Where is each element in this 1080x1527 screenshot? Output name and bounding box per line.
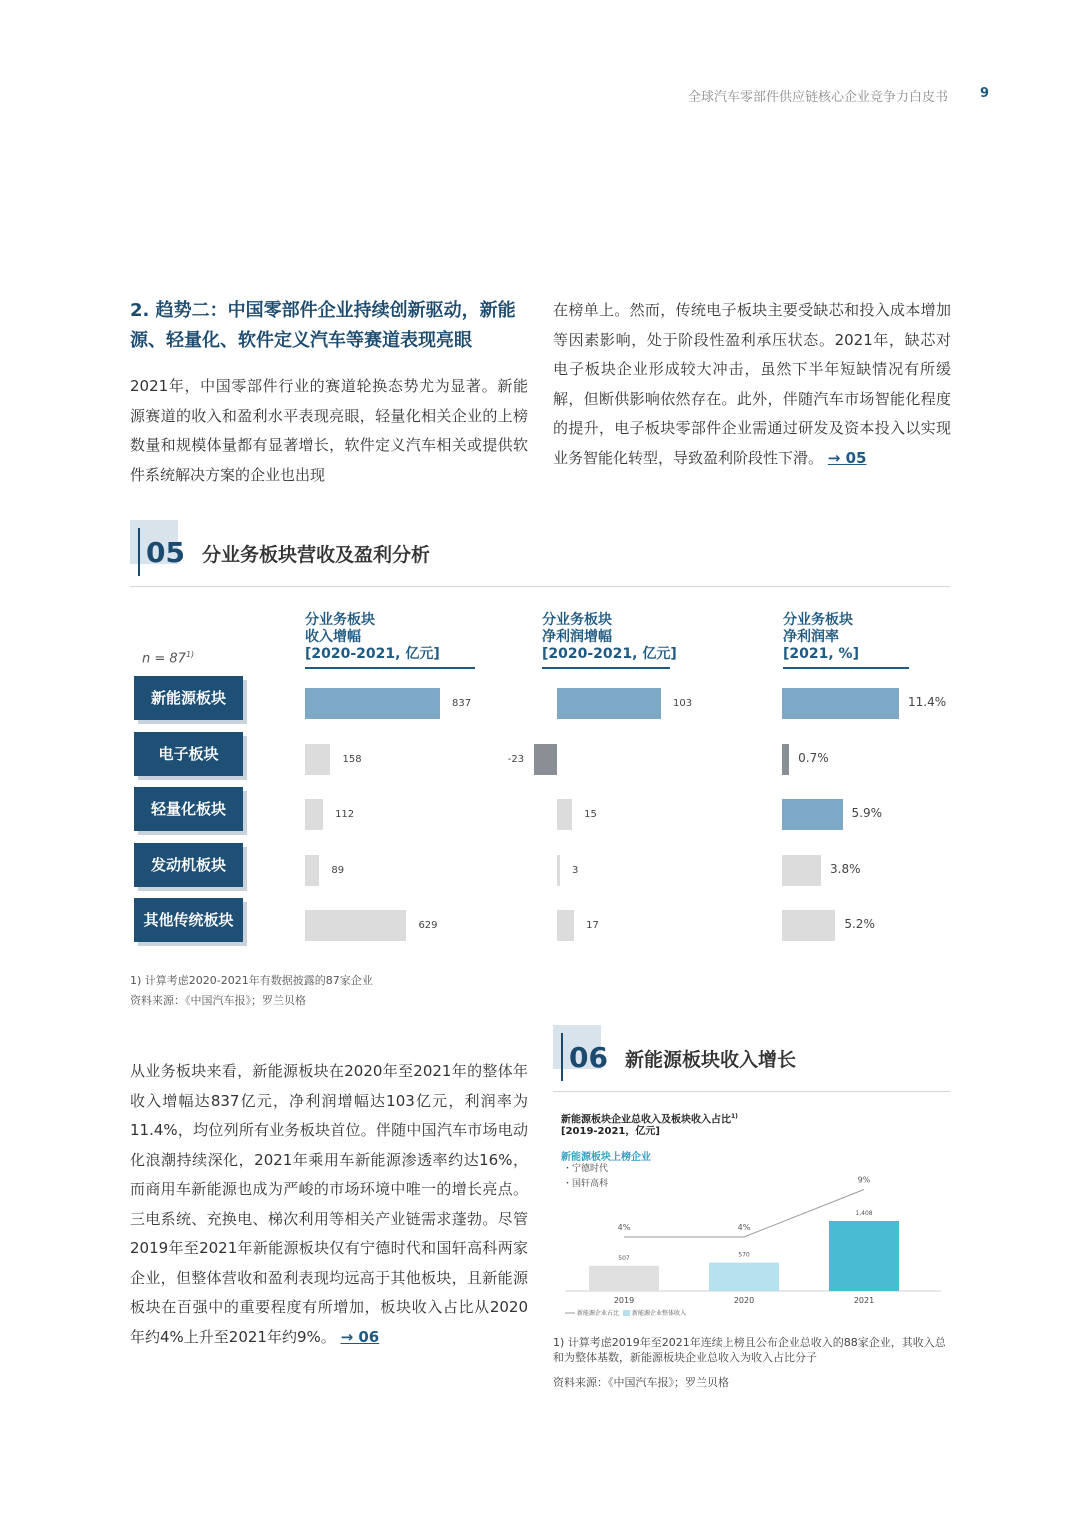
figure-05-link[interactable]: → 05 [827,448,867,467]
col-header-profit [542,612,677,663]
revenue-bar [709,1263,779,1291]
revenue-bar [305,688,440,719]
profit-value: 3 [572,865,579,876]
company-item: ・国轩高科 [563,1179,609,1189]
col-header-underline [783,667,909,669]
profit-bar [557,910,574,941]
col-header-margin [783,612,859,663]
share-value: 4% [737,1223,751,1232]
chart-unit: [2019-2021，亿元] [561,1126,660,1137]
revenue-value: 507 [618,1254,630,1262]
category-label: 发动机板块 [134,843,243,887]
margin-value: 5.9% [851,806,883,820]
profit-bar [557,855,560,886]
legend-bar-label: 新能源企业整体收入 [632,1310,687,1317]
revenue-value: 837 [452,698,472,709]
paragraph-1: 2021年，中国零部件行业的赛道轮换态势尤为显著。新能源赛道的收入和盈利水平表现亮眼，轻量化相关企业的上榜数量和规模体量都有显著增长，软件定义汽车相关或提供软件系统解决方案的企业也出现 [130,377,528,484]
figure-number: 06 [569,1041,608,1074]
category-label: 新能源板块 [134,676,243,720]
col-header-underline [542,667,670,669]
company-group-label: 新能源板块上榜企业 [561,1152,651,1163]
col-header-line: [2020-2021, 亿元] [305,646,440,662]
revenue-bar [305,910,406,941]
profit-value: -23 [507,754,525,765]
figure-05-footnote: 1) 计算考虑2020-2021年有数据披露的87家企业 [130,974,373,987]
col-header-line: [2020-2021, 亿元] [542,646,677,662]
category-label: 电子板块 [134,732,243,776]
figure-06-source: 资料来源：《中国汽车报》；罗兰贝格 [553,1376,729,1389]
margin-value: 3.8% [830,862,861,876]
chart-title [561,1110,738,1126]
col-header-line: 净利润增幅 [542,629,612,645]
figure-marker-line [138,528,140,576]
section-heading: 2. 趋势二：中国零部件企业持续创新驱动，新能源、轻量化、软件定义汽车等赛道表现亮眼 [130,300,516,351]
margin-bar [782,744,789,775]
revenue-value: 89 [331,865,345,876]
running-title: 全球汽车零部件供应链核心企业竞争力白皮书 [687,90,948,105]
sample-size-sup: 1) [185,650,195,659]
page-number: 9 [980,86,990,101]
category-label: 轻量化板块 [134,787,243,831]
revenue-bar [305,855,319,886]
profit-bar [534,744,557,775]
col-header-revenue [305,612,440,663]
figure-rule [553,1091,950,1092]
col-header-line: 分业务板块 [542,612,612,628]
margin-bar [782,910,835,941]
paragraph-2-text: 在榜单上。然而，传统电子板块主要受缺芯和投入成本增加等因素影响，处于阶段性盈利承压状态。2021年，缺芯对电子板块企业形成较大冲击，虽然下半年短缺情况有所缓解，但断供影响依然存在。此外，伴随汽车市场智能化程度的提升，电子板块零部件企业需通过研发及资本投入以实现业务智能化转型，导致盈利阶段性下滑。 [553,301,951,467]
figure-05-source: 资料来源：《中国汽车报》；罗兰贝格 [130,994,306,1007]
col-header-line: [2021, %] [783,646,859,662]
legend-bar-swatch [623,1310,630,1316]
revenue-bar [589,1266,659,1291]
paragraph-3 [130,1057,528,1352]
col-header-underline [305,667,475,669]
figure-06-link[interactable]: → 06 [340,1327,380,1346]
revenue-bar [305,744,330,775]
sample-size-label [142,650,194,666]
paragraph-3-text: 从业务板块来看，新能源板块在2020年至2021年的整体年收入增幅达837亿元，净利润增幅达103亿元，利润率为11.4%，均位列所有业务板块首位。伴随中国汽车市场电动化浪潮持续深化，2021年乘用车新能源渗透率约达16%，而商用车新能源也成为严峻的市场环境中唯一的增长亮点。三电系统、充换电、梯次利用等相关产业链需求蓬勃。尽管2019年至2021年新能源板块仅有宁德时代和国轩高科两家企业，但整体营收和盈利表现均远高于其他板块，且新能源板块在百强中的重要程度有所增加，板块收入占比从2020年约4%上升至2021年约9%。 [130,1062,528,1346]
margin-value: 11.4% [908,695,947,709]
chart-title-text: 新能源板块企业总收入及板块收入占比 [561,1114,731,1126]
revenue-value: 112 [335,809,355,820]
profit-bar [557,688,661,719]
revenue-value: 629 [418,920,438,931]
year-label: 2020 [733,1296,755,1305]
category-label: 其他传统板块 [134,898,243,942]
col-header-line: 分业务板块 [305,612,375,628]
col-header-line: 收入增幅 [305,629,361,645]
figure-06-footnote: 1) 计算考虑2019年至2021年连续上榜且公布企业总收入的88家企业，其收入总和为整体基数，新能源板块企业总收入为收入占比分子 [553,1336,946,1364]
year-label: 2019 [613,1296,635,1305]
share-value: 4% [617,1223,631,1232]
revenue-bar [305,799,323,830]
revenue-value: 570 [738,1251,750,1259]
ev-revenue-chart [553,1150,953,1325]
margin-bar [782,855,821,886]
year-label: 2021 [853,1296,875,1305]
chart-title-sup: 1) [731,1113,738,1120]
profit-value: 103 [673,698,693,709]
sample-size-text: n = 87 [142,651,186,667]
profit-value: 15 [584,809,597,820]
revenue-bar [829,1221,899,1291]
profit-bar [557,799,572,830]
revenue-value: 158 [342,754,362,765]
figure-title: 新能源板块收入增长 [625,1049,797,1071]
margin-value: 0.7% [798,751,829,765]
figure-rule [130,586,950,587]
col-header-line: 净利润率 [783,629,839,645]
margin-value: 5.2% [844,917,875,931]
company-item: ・宁德时代 [563,1164,609,1174]
margin-bar [782,688,899,719]
profit-value: 17 [586,920,599,931]
paragraph-2 [553,296,951,473]
revenue-value: 1,408 [855,1210,873,1217]
share-value: 9% [857,1175,871,1185]
legend-line-label: 新能源企业占比 [577,1310,620,1317]
figure-marker-line [561,1033,563,1081]
figure-title: 分业务板块营收及盈利分析 [202,544,431,566]
col-header-line: 分业务板块 [783,612,853,628]
figure-number: 05 [146,536,185,569]
margin-bar [782,799,843,830]
